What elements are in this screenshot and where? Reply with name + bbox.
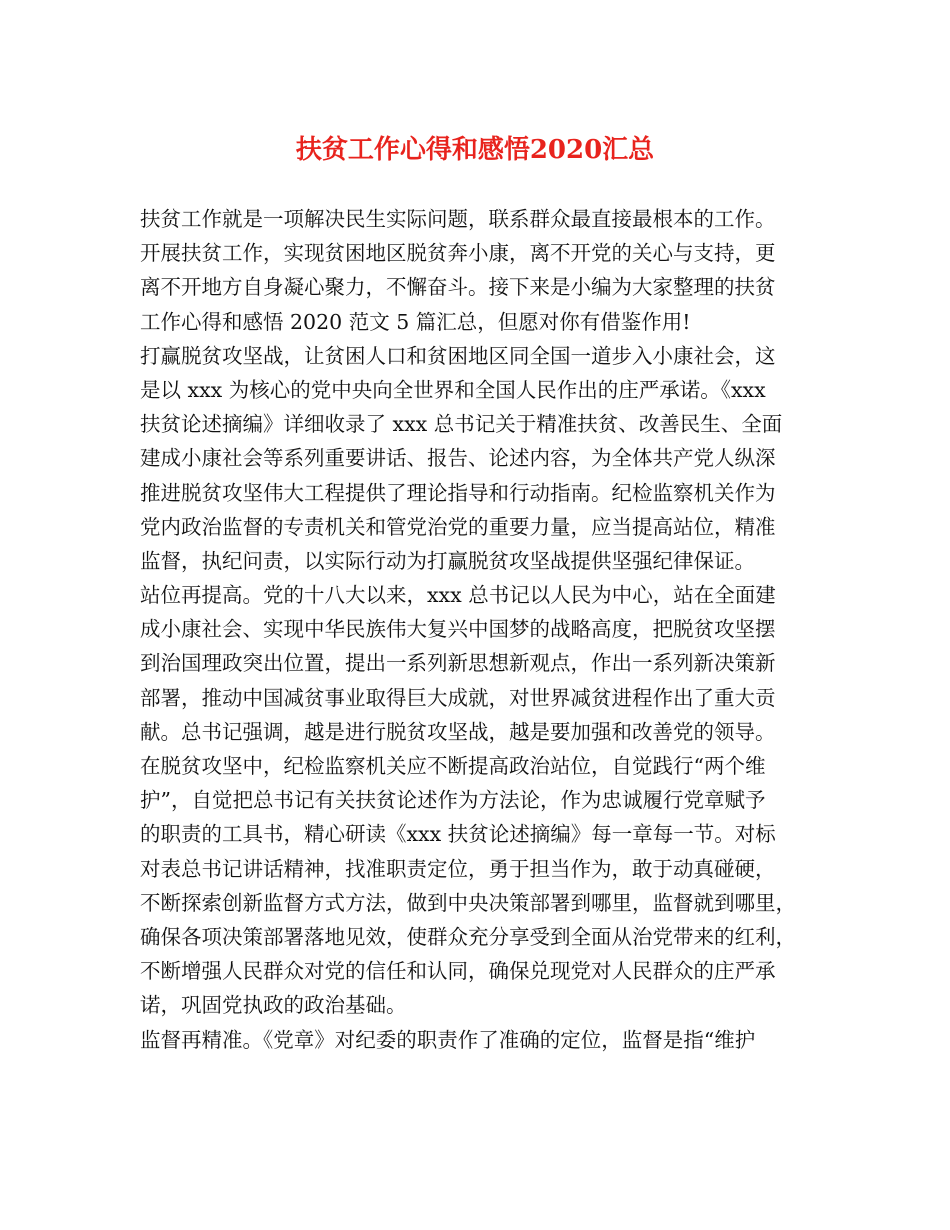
text-line: 工作心得和感悟 2020 范文 5 篇汇总，但愿对你有借鉴作用!	[140, 309, 691, 334]
document-body	[140, 202, 816, 1057]
text-line: 确保各项决策部署落地见效，使群众充分享受到全面从治党带来的红利，	[140, 924, 796, 949]
document-title: 扶贫工作心得和感悟2020汇总	[295, 135, 655, 165]
text-line: 成小康社会、实现中华民族伟大复兴中国梦的战略高度，把脱贫攻坚摆	[140, 617, 776, 642]
text-line: 对表总书记讲话精神，找准职责定位，勇于担当作为，敢于动真碰硬，	[140, 856, 776, 881]
text-line: 监督再精准。《党章》对纪委的职责作了准确的定位，监督是指“维护	[140, 1027, 756, 1052]
text-line: 不断增强人民群众对党的信任和认同，确保兑现党对人民群众的庄严承	[140, 959, 776, 984]
text-line: 到治国理政突出位置，提出一系列新思想新观点，作出一系列新决策新	[140, 651, 776, 676]
text-line: 是以 xxx 为核心的党中央向全世界和全国人民作出的庄严承诺。《xxx	[140, 377, 766, 402]
text-line: 推进脱贫攻坚伟大工程提供了理论指导和行动指南。纪检监察机关作为	[140, 480, 776, 505]
text-line: 诺，巩固党执政的政治基础。	[140, 993, 407, 1018]
text-line: 不断探索创新监督方式方法，做到中央决策部署到哪里，监督就到哪里，	[140, 890, 796, 915]
text-line: 在脱贫攻坚中，纪检监察机关应不断提高政治站位，自觉践行“两个维	[140, 754, 766, 778]
text-line: 扶贫工作就是一项解决民生实际问题，联系群众最直接最根本的工作。	[140, 207, 776, 231]
text-line: 监督，执纪问责，以实际行动为打赢脱贫攻坚战提供坚强纪律保证。	[140, 548, 755, 573]
text-line: 的职责的工具书，精心研读《xxx 扶贫论述摘编》每一章每一节。对标	[140, 822, 776, 847]
text-line: 部署，推动中国减贫事业取得巨大成就，对世界减贫进程作出了重大贡	[140, 685, 776, 710]
text-line: 建成小康社会等系列重要讲话、报告、论述内容，为全体共产党人纵深	[140, 446, 776, 471]
text-line: 站位再提高。党的十八大以来，xxx 总书记以人民为中心，站在全面建	[140, 583, 776, 608]
text-line: 离不开地方自身凝心聚力，不懈奋斗。接下来是小编为大家整理的扶贫	[140, 275, 776, 300]
text-line: 打赢脱贫攻坚战，让贫困人口和贫困地区同全国一道步入小康社会，这	[140, 343, 776, 368]
text-line: 开展扶贫工作，实现贫困地区脱贫奔小康，离不开党的关心与支持，更	[140, 241, 776, 266]
text-line: 献。总书记强调，越是进行脱贫攻坚战，越是要加强和改善党的领导。	[140, 719, 776, 744]
text-line: 护”，自觉把总书记有关扶贫论述作为方法论，作为忠诚履行党章赋予	[140, 788, 766, 813]
text-line: 党内政治监督的专责机关和管党治党的重要力量，应当提高站位，精准	[140, 514, 776, 539]
text-line: 扶贫论述摘编》详细收录了 xxx 总书记关于精准扶贫、改善民生、全面	[140, 412, 783, 437]
